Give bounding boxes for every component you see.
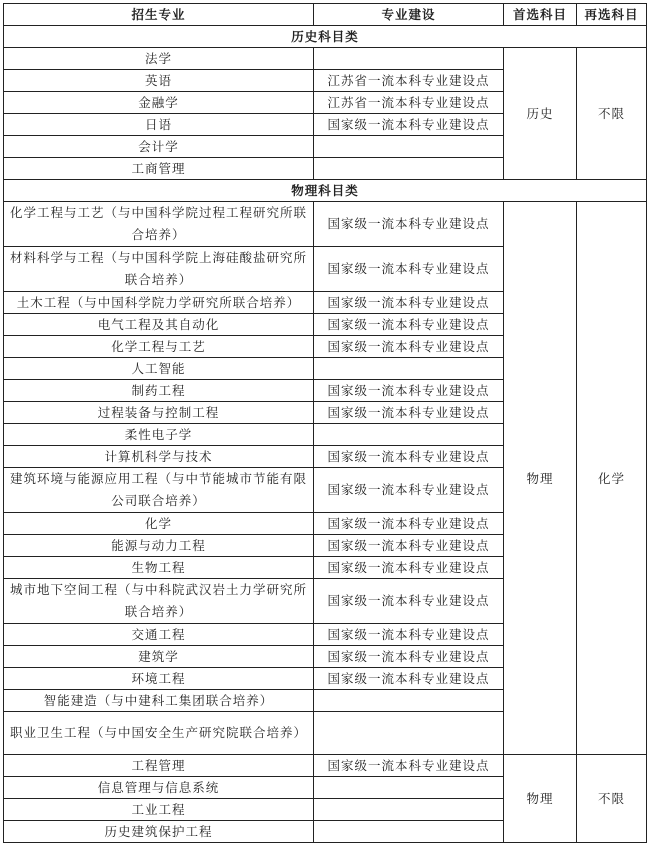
major-cell: 计算机科学与技术	[4, 446, 314, 468]
major-cell: 化学工程与工艺	[4, 336, 314, 358]
section-header-row	[4, 26, 647, 48]
major-cell: 生物工程	[4, 557, 314, 579]
construction-cell: 国家级一流本科专业建设点	[314, 557, 504, 579]
construction-cell	[314, 358, 504, 380]
header-major: 招生专业	[4, 4, 314, 26]
first-subject-cell: 物理	[504, 202, 577, 755]
section-title: 历史科目类	[4, 26, 647, 48]
major-cell: 城市地下空间工程（与中科院武汉岩土力学研究所联合培养）	[4, 579, 314, 624]
major-cell: 信息管理与信息系统	[4, 777, 314, 799]
construction-cell: 国家级一流本科专业建设点	[314, 535, 504, 557]
construction-cell	[314, 424, 504, 446]
major-cell: 化学工程与工艺（与中国科学院过程工程研究所联合培养）	[4, 202, 314, 247]
major-cell: 工程管理	[4, 755, 314, 777]
construction-cell: 国家级一流本科专业建设点	[314, 114, 504, 136]
construction-cell: 国家级一流本科专业建设点	[314, 247, 504, 292]
header-second-subject: 再选科目	[577, 4, 647, 26]
construction-cell: 国家级一流本科专业建设点	[314, 646, 504, 668]
major-cell: 智能建造（与中建科工集团联合培养）	[4, 690, 314, 712]
major-cell: 交通工程	[4, 624, 314, 646]
second-subject-cell: 不限	[577, 755, 647, 843]
major-cell: 环境工程	[4, 668, 314, 690]
section-header-row	[4, 180, 647, 202]
major-cell: 法学	[4, 48, 314, 70]
table-header-row	[4, 4, 647, 26]
first-subject-cell: 物理	[504, 755, 577, 843]
admission-majors-table	[3, 3, 647, 843]
major-cell: 工业工程	[4, 799, 314, 821]
header-construction: 专业建设	[314, 4, 504, 26]
table-row	[4, 202, 647, 247]
admission-table-container	[3, 3, 647, 843]
major-cell: 职业卫生工程（与中国安全生产研究院联合培养）	[4, 712, 314, 755]
construction-cell	[314, 712, 504, 755]
section-title: 物理科目类	[4, 180, 647, 202]
major-cell: 化学	[4, 513, 314, 535]
major-cell: 金融学	[4, 92, 314, 114]
construction-cell: 国家级一流本科专业建设点	[314, 202, 504, 247]
first-subject-cell: 历史	[504, 48, 577, 180]
construction-cell: 国家级一流本科专业建设点	[314, 314, 504, 336]
header-first-subject: 首选科目	[504, 4, 577, 26]
construction-cell: 国家级一流本科专业建设点	[314, 468, 504, 513]
major-cell: 柔性电子学	[4, 424, 314, 446]
construction-cell	[314, 799, 504, 821]
table-row	[4, 48, 647, 70]
major-cell: 建筑学	[4, 646, 314, 668]
construction-cell: 国家级一流本科专业建设点	[314, 402, 504, 424]
construction-cell: 国家级一流本科专业建设点	[314, 579, 504, 624]
construction-cell	[314, 158, 504, 180]
major-cell: 材料科学与工程（与中国科学院上海硅酸盐研究所联合培养）	[4, 247, 314, 292]
construction-cell: 国家级一流本科专业建设点	[314, 624, 504, 646]
construction-cell: 国家级一流本科专业建设点	[314, 668, 504, 690]
major-cell: 土木工程（与中国科学院力学研究所联合培养）	[4, 292, 314, 314]
major-cell: 制药工程	[4, 380, 314, 402]
construction-cell: 国家级一流本科专业建设点	[314, 336, 504, 358]
construction-cell	[314, 821, 504, 843]
construction-cell: 江苏省一流本科专业建设点	[314, 70, 504, 92]
major-cell: 英语	[4, 70, 314, 92]
major-cell: 人工智能	[4, 358, 314, 380]
construction-cell: 江苏省一流本科专业建设点	[314, 92, 504, 114]
major-cell: 电气工程及其自动化	[4, 314, 314, 336]
construction-cell	[314, 48, 504, 70]
construction-cell: 国家级一流本科专业建设点	[314, 380, 504, 402]
construction-cell: 国家级一流本科专业建设点	[314, 446, 504, 468]
table-body	[4, 26, 647, 843]
major-cell: 过程装备与控制工程	[4, 402, 314, 424]
construction-cell	[314, 777, 504, 799]
table-row	[4, 755, 647, 777]
construction-cell	[314, 136, 504, 158]
construction-cell: 国家级一流本科专业建设点	[314, 292, 504, 314]
major-cell: 能源与动力工程	[4, 535, 314, 557]
second-subject-cell: 化学	[577, 202, 647, 755]
construction-cell: 国家级一流本科专业建设点	[314, 513, 504, 535]
major-cell: 历史建筑保护工程	[4, 821, 314, 843]
second-subject-cell: 不限	[577, 48, 647, 180]
major-cell: 会计学	[4, 136, 314, 158]
major-cell: 日语	[4, 114, 314, 136]
major-cell: 工商管理	[4, 158, 314, 180]
construction-cell	[314, 690, 504, 712]
construction-cell: 国家级一流本科专业建设点	[314, 755, 504, 777]
major-cell: 建筑环境与能源应用工程（与中节能城市节能有限公司联合培养）	[4, 468, 314, 513]
